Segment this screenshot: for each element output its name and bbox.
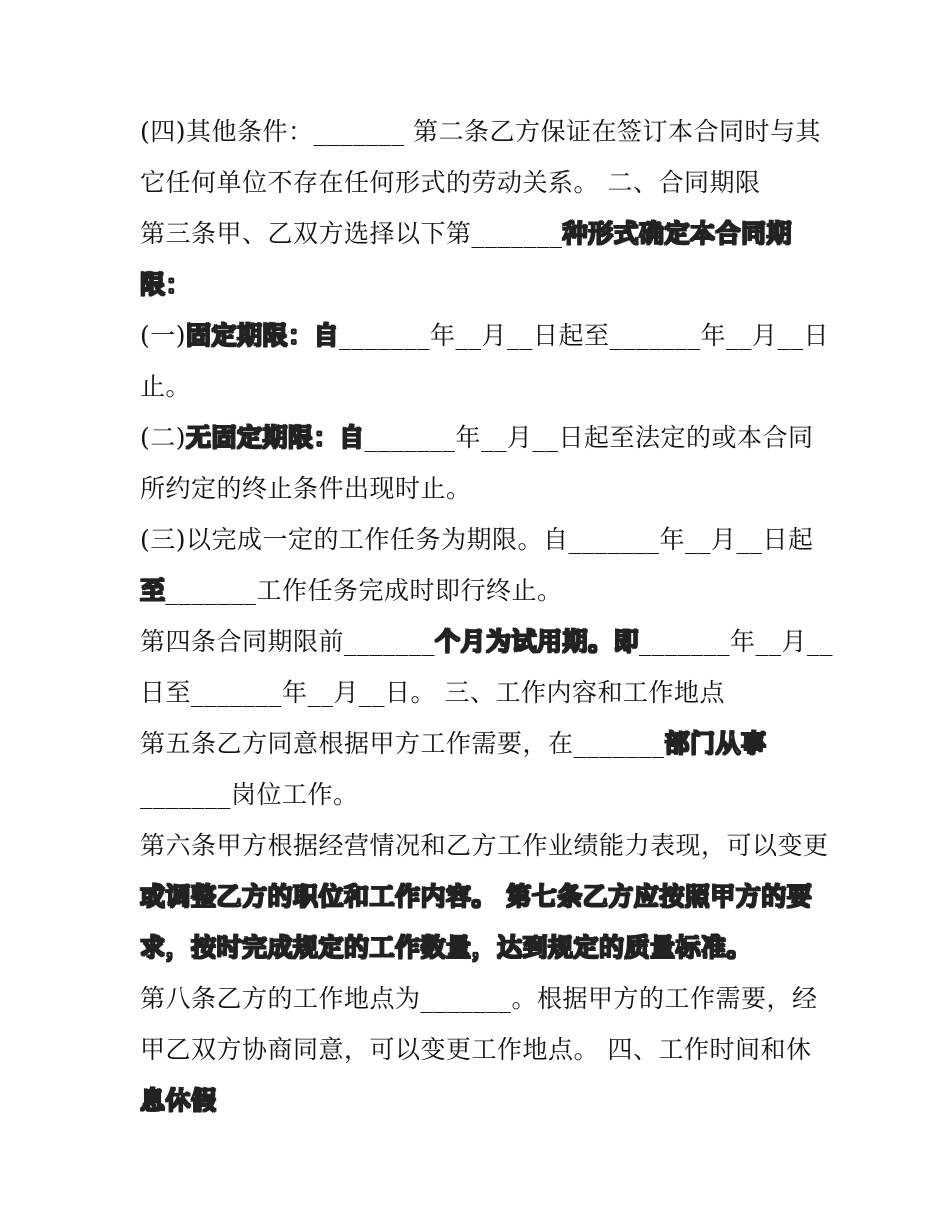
text-segment: 甲乙双方协商同意，可以变更工作地点。 四、工作时间和休 bbox=[140, 1035, 812, 1064]
document-page bbox=[140, 106, 834, 1126]
text-line bbox=[140, 667, 820, 718]
text-line bbox=[140, 514, 820, 565]
text-line bbox=[140, 616, 834, 667]
text-segment: 它任何单位不存在任何形式的劳动关系。 二、合同期限 bbox=[140, 168, 761, 197]
text-segment: 止。 bbox=[140, 372, 192, 401]
text-line bbox=[140, 769, 820, 820]
text-segment: 第六条甲方根据经营情况和乙方工作业绩能力表现，可以变更 bbox=[140, 831, 829, 860]
text-segment: _______岗位工作。 bbox=[140, 780, 359, 809]
text-line bbox=[140, 310, 830, 361]
text-segment: (一) bbox=[140, 321, 187, 350]
text-segment: (二) bbox=[140, 423, 187, 452]
outlined-text-segment: 固定期限：自 bbox=[186, 321, 340, 350]
text-line bbox=[140, 1024, 820, 1075]
text-segment: 第五条乙方同意根据甲方工作需要，在_______ bbox=[140, 729, 665, 758]
text-segment: 日至_______年__月__日。 三、工作内容和工作地点 bbox=[140, 678, 725, 707]
text-line bbox=[140, 922, 820, 973]
text-line bbox=[140, 412, 820, 463]
text-line bbox=[140, 565, 820, 616]
text-line bbox=[140, 106, 820, 157]
text-segment: _______工作任务完成时即行终止。 bbox=[165, 576, 563, 605]
text-line bbox=[140, 871, 820, 922]
text-line bbox=[140, 1075, 820, 1126]
text-segment: _______年__月__日起至法定的或本合同 bbox=[364, 423, 814, 452]
text-line bbox=[140, 361, 820, 412]
outlined-text-segment: 限： bbox=[140, 270, 192, 299]
text-line bbox=[140, 259, 820, 310]
outlined-text-segment: 部门从事 bbox=[664, 729, 767, 758]
text-line bbox=[140, 208, 820, 259]
outlined-text-segment: 息休假 bbox=[140, 1086, 217, 1115]
text-line bbox=[140, 157, 820, 208]
text-segment: 第八条乙方的工作地点为_______。根据甲方的工作需要，经 bbox=[140, 984, 818, 1013]
text-segment: 第四条合同期限前_______ bbox=[140, 627, 436, 656]
outlined-text-segment: 或调整乙方的职位和工作内容。 第七条乙方应按照甲方的要 bbox=[140, 882, 813, 911]
text-line bbox=[140, 973, 820, 1024]
text-segment: 所约定的终止条件出现时止。 bbox=[140, 474, 472, 503]
outlined-text-segment: 个月为试用期。即 bbox=[435, 627, 640, 656]
outlined-text-segment: 求，按时完成规定的工作数量，达到规定的质量标准。 bbox=[140, 933, 753, 962]
text-line bbox=[140, 463, 820, 514]
outlined-text-segment: 种形式确定本合同期 bbox=[562, 219, 793, 248]
text-segment: _______年__月__ bbox=[639, 627, 834, 656]
text-segment: (三)以完成一定的工作任务为期限。自_______年__月__日起 bbox=[140, 525, 814, 554]
text-segment: _______年__月__日起至_______年__月__日 bbox=[339, 321, 830, 350]
text-segment: 第三条甲、乙双方选择以下第_______ bbox=[140, 219, 563, 248]
text-line bbox=[140, 820, 829, 871]
text-segment: (四)其他条件：_______ 第二条乙方保证在签订本合同时与其 bbox=[140, 117, 821, 146]
text-line bbox=[140, 718, 820, 769]
outlined-text-segment: 无固定期限：自 bbox=[186, 423, 365, 452]
outlined-text-segment: 至 bbox=[140, 576, 166, 605]
